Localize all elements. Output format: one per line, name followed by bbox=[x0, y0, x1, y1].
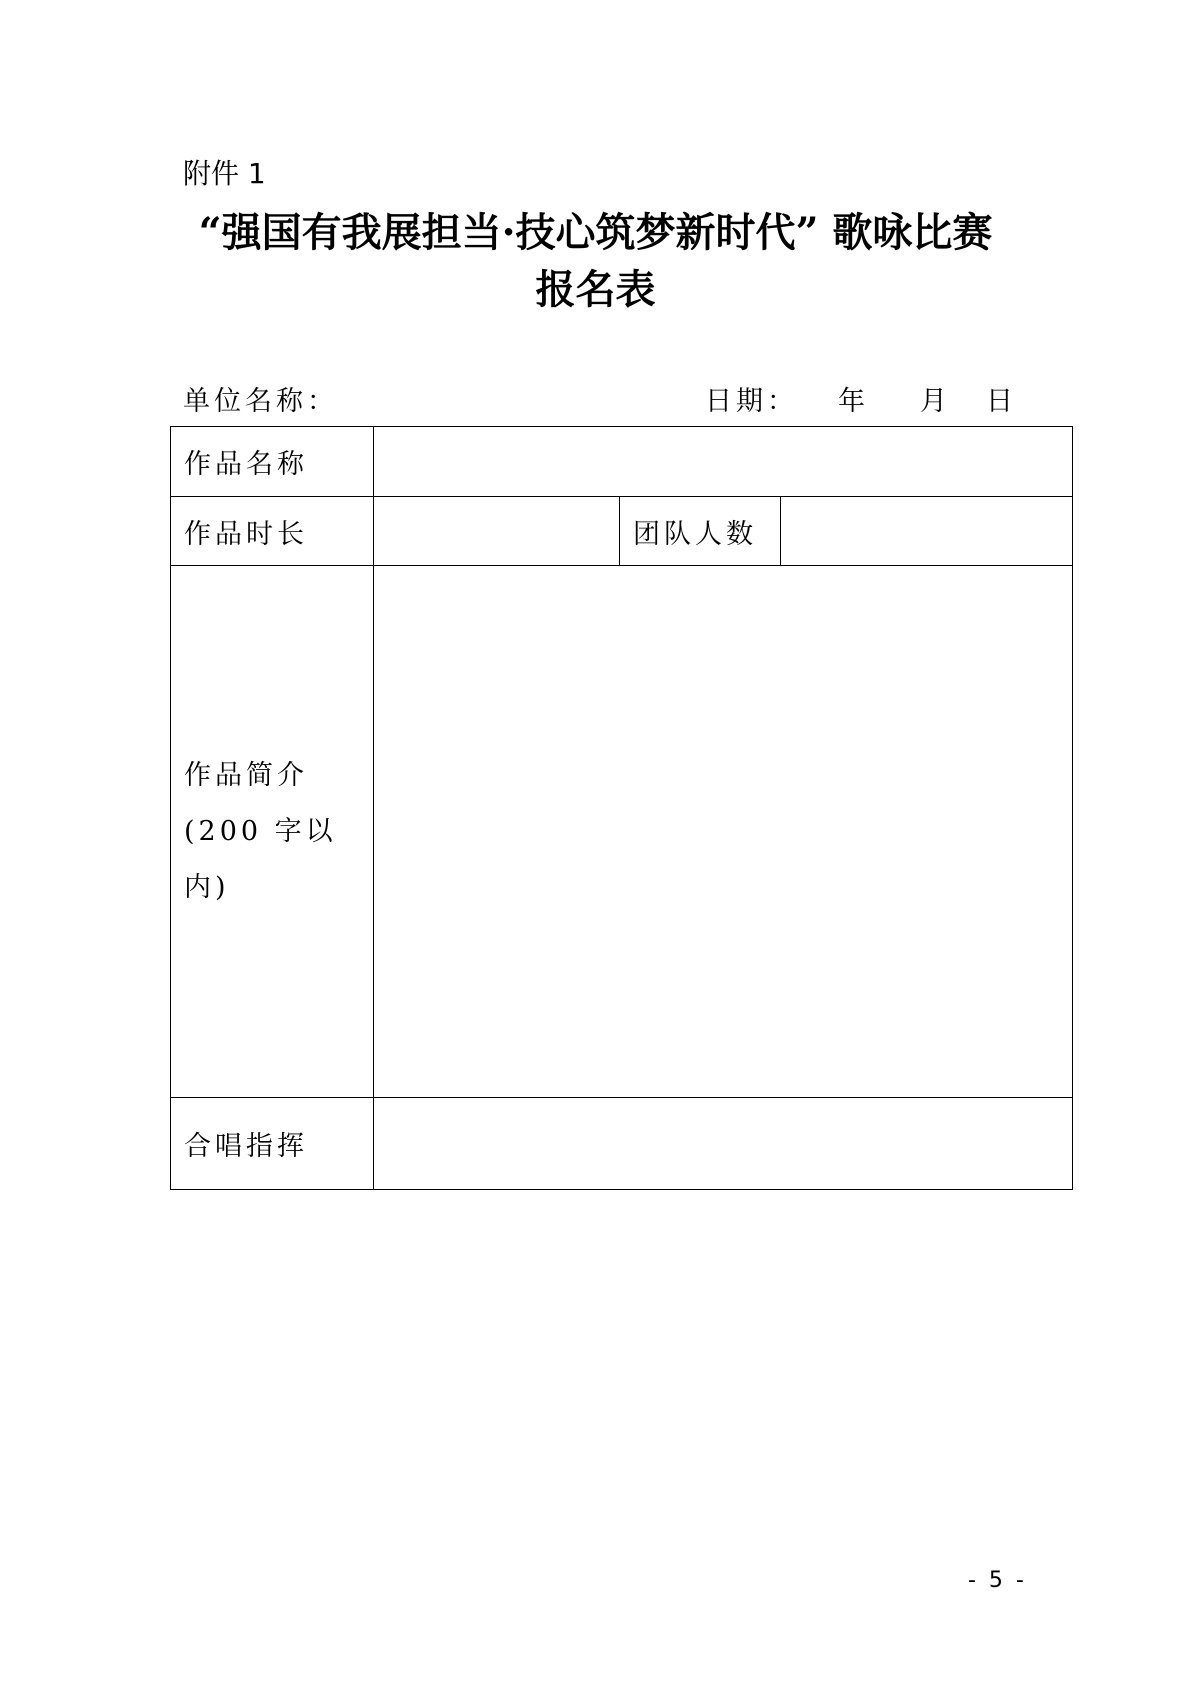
date-month-label: 月 bbox=[920, 386, 951, 417]
date-label: 日期： bbox=[705, 386, 798, 417]
document-title: “强国有我展担当·技心筑梦新时代” 歌咏比赛 bbox=[198, 209, 993, 256]
date-year-label: 年 bbox=[838, 386, 869, 417]
conductor-label: 合唱指挥 bbox=[171, 1098, 374, 1190]
page-number: - 5 - bbox=[968, 1568, 1027, 1593]
form-row-introduction bbox=[171, 566, 1073, 1098]
duration-label: 作品时长 bbox=[171, 497, 374, 566]
conductor-field[interactable] bbox=[374, 1098, 1073, 1190]
form-row-work-name bbox=[171, 427, 1073, 497]
unit-name-label: 单位名称： bbox=[183, 386, 338, 417]
team-size-field[interactable] bbox=[781, 497, 1073, 566]
form-row-duration bbox=[171, 497, 1073, 566]
introduction-label: 作品简介 bbox=[184, 759, 308, 791]
document-subtitle: 报名表 bbox=[535, 266, 656, 313]
team-size-label: 团队人数 bbox=[620, 497, 781, 566]
introduction-label-cell bbox=[171, 566, 374, 1098]
date-day-label: 日 bbox=[986, 386, 1017, 417]
form-row-conductor bbox=[171, 1098, 1073, 1190]
attachment-label: 附件 1 bbox=[183, 157, 266, 190]
work-name-field[interactable] bbox=[374, 427, 1073, 497]
introduction-length-note: (200 字以内) bbox=[184, 815, 337, 903]
registration-form-table bbox=[170, 426, 1073, 1190]
introduction-field[interactable] bbox=[374, 566, 1073, 1098]
duration-field[interactable] bbox=[374, 497, 620, 566]
work-name-label: 作品名称 bbox=[171, 427, 374, 497]
